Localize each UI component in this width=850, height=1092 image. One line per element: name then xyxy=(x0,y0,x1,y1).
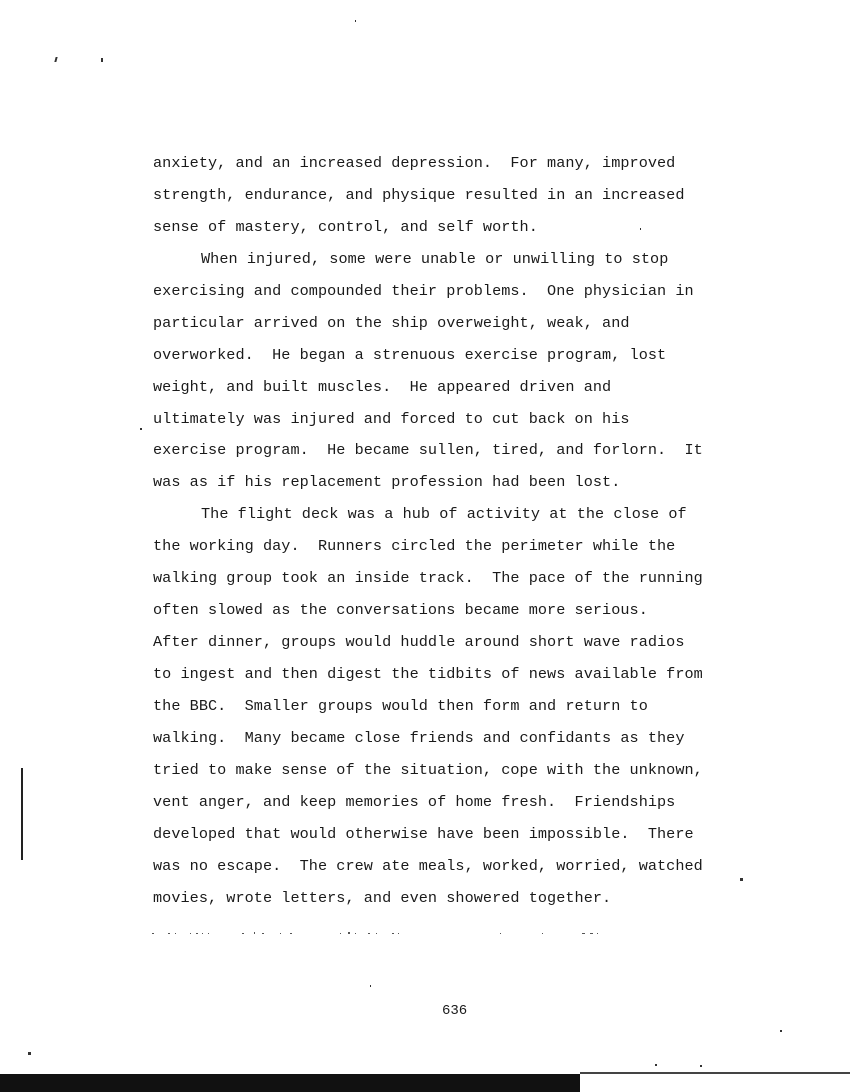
text-line: anxiety, and an increased depression. For many, improved xyxy=(153,154,676,172)
text-line: ultimately was injured and forced to cut back on his xyxy=(153,409,630,428)
text-line: When injured, some were unable or unwilling to stop xyxy=(201,249,669,268)
text-line: The flight deck was a hub of activity at the close of xyxy=(201,505,687,524)
text-line: After dinner, groups would huddle around short wave radios xyxy=(153,633,685,652)
text-line: particular arrived on the ship overweight, weak, and xyxy=(153,313,630,332)
scan-speck xyxy=(54,57,57,62)
body-text xyxy=(153,148,753,915)
text-line: walking. Many became close friends and confidants as they xyxy=(153,728,685,747)
text-line: strength, endurance, and physique resulted in an increased xyxy=(153,185,685,204)
page-number: 636 xyxy=(442,1003,468,1019)
text-line: walking group took an inside track. The pace of the running xyxy=(153,569,703,588)
text-line: was as if his replacement profession had been lost. xyxy=(153,473,621,492)
text-line: exercising and compounded their problems. One physician in xyxy=(153,281,694,300)
scan-speck xyxy=(101,58,103,62)
text-line: weight, and built muscles. He appeared driven and xyxy=(153,377,612,396)
scan-speck xyxy=(355,20,356,22)
scan-speck xyxy=(655,1064,657,1066)
scan-speck xyxy=(370,985,371,987)
scan-speck xyxy=(780,1030,782,1032)
text-line: often slowed as the conversations became more serious. xyxy=(153,601,648,620)
text-line: the working day. Runners circled the perimeter while the xyxy=(153,537,676,556)
text-line: movies, wrote letters, and even showered together. xyxy=(153,888,612,907)
text-line: overworked. He began a strenuous exercise program, lost xyxy=(153,345,667,364)
text-line: exercise program. He became sullen, tired, and forlorn. It xyxy=(153,441,703,460)
scan-speck xyxy=(28,1052,31,1055)
text-line: tried to make sense of the situation, cope with the unknown, xyxy=(153,760,703,779)
scan-margin-line xyxy=(21,768,23,860)
scan-speck xyxy=(700,1065,702,1067)
text-line: was no escape. The crew ate meals, worked, worried, watched xyxy=(153,856,703,875)
scan-noise-dots xyxy=(150,932,610,935)
scan-edge-line xyxy=(580,1072,850,1074)
text-line: sense of mastery, control, and self worth. xyxy=(153,217,538,236)
scan-edge-bar xyxy=(0,1074,580,1092)
text-line: the BBC. Smaller groups would then form and return to xyxy=(153,696,648,715)
text-line: to ingest and then digest the tidbits of news available from xyxy=(153,665,703,683)
text-line: vent anger, and keep memories of home fresh. Friendships xyxy=(153,792,676,811)
text-line: developed that would otherwise have been impossible. There xyxy=(153,824,694,843)
scan-speck xyxy=(140,428,142,430)
